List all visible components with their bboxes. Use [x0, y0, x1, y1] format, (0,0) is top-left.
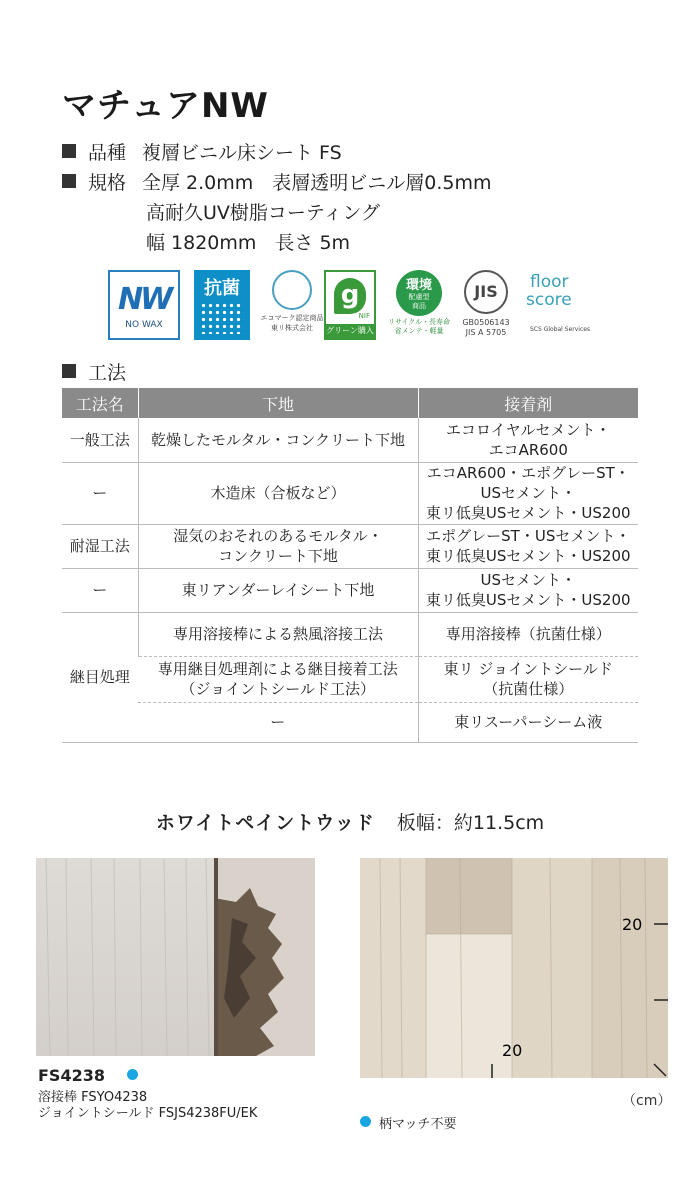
spec-kind: [62, 138, 342, 165]
ecomark-logo: [262, 270, 322, 340]
cell-method: 継目処理: [62, 612, 138, 742]
joint-shield-text: ジョイントシールド FSJS4238FU/EK: [38, 1106, 258, 1121]
header-method: 工法名: [62, 388, 138, 418]
table-row: [62, 702, 638, 742]
spec-size: [62, 168, 492, 195]
header-base: 下地: [138, 388, 418, 418]
floorscore-text1: floor: [530, 272, 569, 292]
eco-text3: 商品: [412, 302, 426, 310]
jis-sub: [452, 318, 520, 338]
adhesive-line: USセメント・: [480, 484, 576, 502]
cell-method: 一般工法: [62, 418, 138, 462]
floorscore-sub: SCS Global Services: [530, 326, 591, 333]
cell-adhesive: [418, 418, 638, 462]
antibacterial-logo: [194, 270, 250, 340]
table-row: [62, 524, 638, 568]
product-code: [38, 1066, 138, 1085]
spec-kind-value: 複層ビニル床シート FS: [142, 142, 342, 164]
jis-logo: [456, 270, 516, 340]
cell-base: 乾燥したモルタル・コンクリート下地: [138, 418, 418, 462]
table-header-row: [62, 388, 638, 418]
green-leaf-icon: g: [334, 278, 366, 314]
green-nif-text: NIF: [358, 312, 370, 320]
pattern-note-text: 柄マッチ不要: [379, 1117, 457, 1132]
spec-size-line3: 幅 1820mm 長さ 5m: [146, 232, 351, 254]
spec-size-line1: 全厚 2.0mm 表層透明ビニル層0.5mm: [142, 172, 492, 194]
green-purchase-logo: [324, 270, 376, 349]
wood-closeup-graphic: [36, 858, 315, 1056]
cell-adhesive: [418, 524, 638, 568]
cell-adhesive: [418, 656, 638, 702]
antibacterial-text: 抗菌: [204, 278, 240, 299]
adhesive-line: 東リ低臭USセメント・US200: [425, 504, 631, 522]
ecomark-globe-icon: [272, 270, 312, 310]
adhesive-line: エコAR600・エポグレーST・: [426, 464, 630, 482]
table-row: [62, 418, 638, 462]
cell-base: 専用溶接棒による熱風溶接工法: [138, 612, 418, 656]
pattern-match-dot-icon: [360, 1116, 371, 1127]
dot-pattern-icon: [200, 302, 244, 334]
base-line: コンクリート下地: [218, 547, 338, 565]
ecomark-text1: エコマーク認定商品: [260, 314, 324, 322]
method-heading: [62, 358, 126, 385]
adhesive-line: USセメント・: [480, 571, 576, 589]
ecomark-text2: 東リ株式会社: [271, 324, 313, 332]
no-wax-mark: NW: [118, 282, 171, 317]
adhesive-line: 東リ ジョイントシールド: [443, 660, 613, 678]
spec-kind-label: 品種: [88, 142, 127, 164]
bullet-square-icon: [62, 174, 76, 188]
cell-base: [138, 524, 418, 568]
unit-label: （cm）: [622, 1093, 672, 1109]
swatch-closeup-image: [36, 858, 315, 1056]
welding-rod-text: 溶接棒 FSYO4238: [38, 1090, 148, 1105]
eco-friendly-logo: [387, 270, 451, 340]
spec-size-line2: 高耐久UV樹脂コーティング: [146, 202, 381, 224]
jis-mark-icon: JIS: [464, 270, 508, 314]
table-row: [62, 656, 638, 702]
pattern-note: [360, 1113, 456, 1132]
cell-method: ー: [62, 462, 138, 524]
cell-base: 東リアンダーレイシート下地: [138, 568, 418, 612]
cell-adhesive: [418, 462, 638, 524]
product-name: ホワイトペイントウッド: [155, 812, 375, 834]
page-title: マチュアNW: [62, 86, 269, 126]
jis-text2: JIS A 5705: [465, 328, 507, 337]
adhesive-line: エコロイヤルセメント・: [446, 420, 611, 439]
wood-plank-graphic: [360, 858, 668, 1078]
dim-bottom-label: 20: [502, 1041, 523, 1060]
no-wax-logo: [108, 270, 180, 340]
spec-size-label: 規格: [88, 172, 127, 194]
adhesive-line: 東リ低臭USセメント・US200: [425, 547, 631, 565]
green-band-text: グリーン購入法適合: [326, 326, 374, 349]
cell-base: [138, 656, 418, 702]
cell-base: 木造床（合板など）: [138, 462, 418, 524]
cell-adhesive: 専用溶接棒（抗菌仕様）: [418, 612, 638, 656]
jis-text1: GB0506143: [462, 318, 510, 327]
table-row: [62, 568, 638, 612]
pattern-match-dot-icon: [127, 1069, 138, 1080]
cell-adhesive: [418, 568, 638, 612]
adhesive-line: エコAR600: [488, 440, 568, 459]
method-table: [62, 388, 638, 743]
floorscore-logo: [522, 270, 592, 340]
dim-right-label: 20: [622, 915, 643, 934]
table-row: [62, 462, 638, 524]
no-wax-text: NO WAX: [125, 320, 163, 330]
cell-method: 耐湿工法: [62, 524, 138, 568]
eco-text1: 環境: [405, 278, 432, 293]
base-line: 湿気のおそれのあるモルタル・: [173, 527, 383, 545]
cell-adhesive: 東リスーパーシーム液: [418, 702, 638, 742]
base-line: 専用継目処理剤による継目接着工法: [157, 660, 398, 678]
header-adhesive: 接着剤: [418, 388, 638, 418]
adhesive-line: エポグレーST・USセメント・: [426, 527, 631, 545]
swatch-full-image: [360, 858, 668, 1078]
table-row: [62, 612, 638, 656]
product-title: [0, 808, 700, 835]
adhesive-line: 東リ低臭USセメント・US200: [425, 591, 631, 609]
eco-sub: [386, 318, 452, 336]
method-heading-text: 工法: [88, 362, 127, 384]
eco-sub1: リサイクル・長寿命: [387, 318, 451, 326]
product-accessories: [38, 1090, 257, 1122]
eco-circle-icon: [396, 270, 442, 316]
product-code-text: FS4238: [38, 1066, 105, 1085]
base-line: （ジョイントシールド工法）: [180, 680, 375, 698]
product-width: 板幅：約11.5cm: [396, 812, 545, 834]
bullet-square-icon: [62, 364, 76, 378]
eco-sub2: 省メンテ・軽量: [394, 327, 444, 335]
eco-text2: 配慮型: [408, 293, 430, 301]
cell-method: ー: [62, 568, 138, 612]
floorscore-text2: score: [526, 290, 572, 310]
adhesive-line: （抗菌仕様）: [483, 680, 574, 698]
cell-base: ー: [138, 702, 418, 742]
bullet-square-icon: [62, 144, 76, 158]
